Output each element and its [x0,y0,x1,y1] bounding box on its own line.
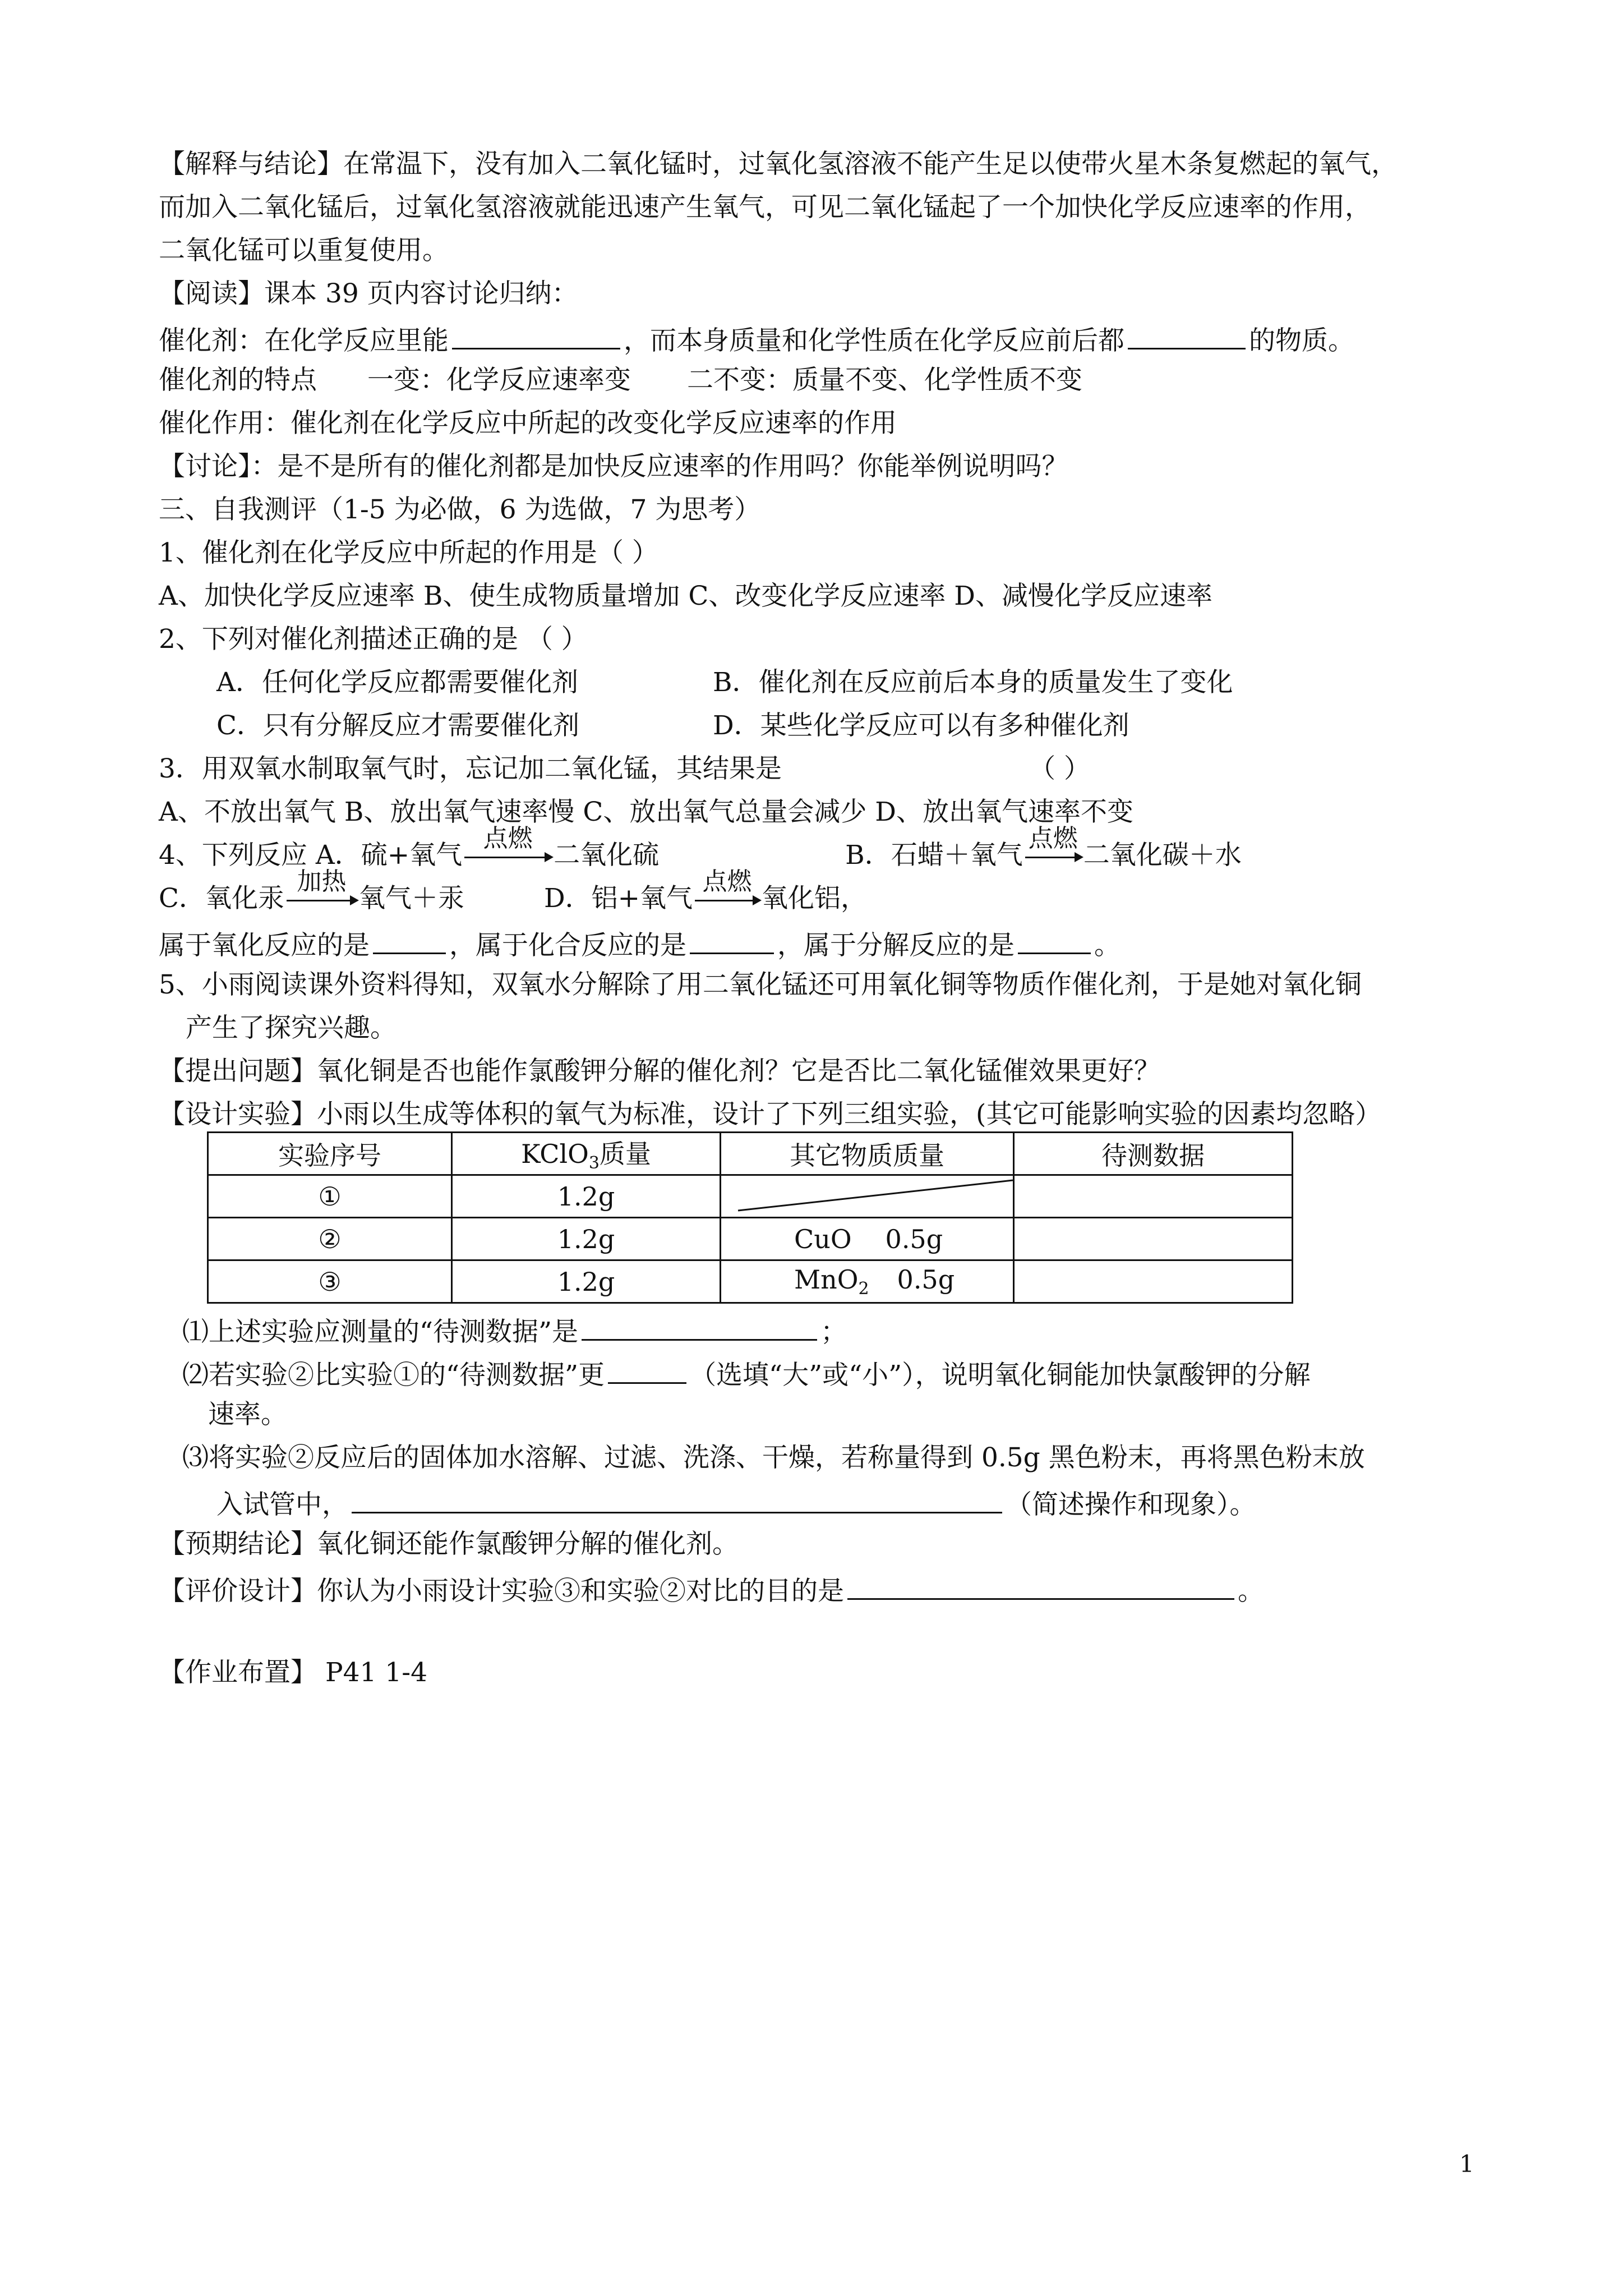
subquestion-3-cont [159,1487,1493,1530]
text-line [159,280,1493,323]
reaction-d-reactants: D．铝+氧气 [543,883,693,914]
table-header-row [208,1133,1293,1175]
question-2-options [159,669,1493,712]
table-header [1014,1133,1293,1175]
conclusion-text-1: 【解释与结论】在常温下，没有加入二氧化锰时，过氧化氢溶液不能产生足以使带火星木条复燃起的氧气， [159,149,1398,180]
question-text: 2、下列对催化剂描述正确的是 （ ） [159,624,588,655]
subquestion-3 [159,1444,1493,1487]
header-text: KClO [521,1139,589,1170]
table-row [208,1218,1293,1260]
expected-conclusion: 【预期结论】氧化铜还能作氯酸钾分解的催化剂。 [159,1529,739,1559]
question-4-answers [159,928,1493,971]
burn-condition-arrow [464,824,551,869]
experiment-table [207,1131,1293,1304]
subquestion-text: ⑵若实验②比实验①的“待测数据”更 [182,1360,605,1391]
answer-label: ，属于分解反应的是 [777,930,1015,961]
blank[interactable] [1128,323,1246,349]
options-text: A、加快化学反应速率 B、使生成物质量增加 C、改变化学反应速率 D、减慢化学反应速率 [159,581,1212,611]
other-substance: CuO [794,1223,852,1254]
text-line [159,1057,1493,1101]
other-substance: MnO [794,1264,859,1295]
experiment-table-wrapper [159,1139,1493,1314]
blank[interactable] [690,928,774,954]
table-row [208,1260,1293,1303]
text-line [159,1530,1493,1573]
table-cell [452,1260,721,1303]
answer-label: 。 [1094,930,1121,961]
arrow-icon [695,900,759,901]
table-cell [208,1260,452,1303]
arrow-icon [287,900,357,901]
page-number: 1 [1459,2150,1474,2178]
row-mass: 1.2g [557,1223,615,1254]
reading-heading: 【阅读】课本 39 页内容讨论归纳： [159,278,578,309]
question-1 [159,539,1493,582]
option-b: B．催化剂在反应前后本身的质量发生了变化 [713,667,1233,698]
blank[interactable] [452,323,620,349]
conclusion-text-2: 而加入二氧化锰后，过氧化氢溶液就能迅速产生氧气，可见二氧化锰起了一个加快化学反应速率的作用， [159,192,1371,223]
subquestion-1 [159,1314,1493,1358]
definition-part: 的物质。 [1249,325,1354,356]
reaction-a-reactants: 4、下列反应 A．硫+氧气 [159,840,463,871]
blank[interactable] [582,1314,817,1341]
blank[interactable] [373,928,446,954]
table-header [208,1133,452,1175]
subquestion-text: ； [820,1317,847,1347]
burn-condition-label: 点燃 [483,824,533,853]
blank[interactable] [352,1487,1002,1513]
subquestion-text: （选填“大”或“小”），说明氧化铜能加快氯酸钾的分解 [690,1360,1311,1391]
burn-condition-label: 点燃 [702,867,752,896]
blank[interactable] [847,1573,1234,1600]
burn-condition-arrow [695,867,759,913]
row-id: ③ [318,1266,342,1297]
option-a: A．任何化学反应都需要催化剂 [216,667,578,698]
problem-statement: 【提出问题】氧化铜是否也能作氯酸钾分解的催化剂？它是否比二氧化锰催效果更好？ [159,1056,1160,1087]
definition-part: ，而本身质量和化学性质在化学反应前后都 [624,325,1124,356]
worksheet-page [159,150,1493,1702]
text-line [159,1014,1493,1057]
answer-parens: （ ） [1029,753,1090,784]
row-mass: 1.2g [557,1266,615,1297]
reaction-c-products: 氧气＋汞 [358,883,464,914]
table-cell [721,1218,1014,1260]
text-line [159,194,1493,237]
question-3-options [159,798,1493,841]
table-cell [721,1175,1014,1218]
features-label: 催化剂的特点 [159,365,317,395]
question-5-text: 产生了探究兴趣。 [186,1013,396,1043]
question-text: 1、催化剂在化学反应中所起的作用是（ ） [159,537,658,568]
table-cell [208,1175,452,1218]
feature-one: 一变：化学反应速率变 [367,365,631,395]
question-5-text: 5、小雨阅读课外资料得知，双氧水分解除了用二氧化锰还可用氧化铜等物质作催化剂，于是她对氧化铜 [159,969,1362,1000]
text-line [159,496,1493,539]
text-line [159,971,1493,1014]
catalysis-definition: 催化作用：催化剂在化学反应中所起的改变化学反应速率的作用 [159,408,897,439]
reaction-b-products: 二氧化碳＋水 [1083,840,1242,871]
definition-part: 催化剂：在化学反应里能 [159,325,449,356]
subquestion-2 [159,1358,1493,1401]
evaluation-text: 。 [1238,1576,1264,1607]
reaction-a-product: 二氧化硫 [554,840,660,871]
blank[interactable] [1018,928,1091,954]
burn-condition-label: 点燃 [1028,824,1078,853]
question-2-options [159,712,1493,755]
text-line [159,453,1493,496]
conclusion-text-3: 二氧化锰可以重复使用。 [159,235,449,266]
table-cell[interactable] [1014,1260,1293,1303]
question-text: 3．用双氧水制取氧气时，忘记加二氧化锰，其结果是 [159,753,782,784]
reaction-b-reactants: B．石蜡＋氧气 [845,840,1023,871]
blank[interactable] [608,1358,686,1384]
answer-label: ，属于化合反应的是 [449,930,686,961]
text-line [159,237,1493,280]
table-row [208,1175,1293,1218]
evaluation-design [159,1573,1493,1617]
diagonal-slash [721,1176,1013,1217]
table-cell [452,1175,721,1218]
feature-two: 二不变：质量不变、化学性质不变 [687,365,1082,395]
text-line [159,150,1493,194]
question-4-reactions [159,867,1493,928]
reaction-c-reactant: C．氧化汞 [159,883,284,914]
table-cell [208,1218,452,1260]
homework-line [159,1659,1493,1702]
heat-condition-arrow [287,867,357,913]
table-header [721,1133,1014,1175]
other-mass: 0.5g [897,1264,955,1295]
table-cell [721,1260,1014,1303]
arrow-icon [464,857,551,858]
header-subscript: 3 [588,1153,600,1174]
burn-condition-arrow [1025,824,1081,869]
row-mass: 1.2g [557,1181,615,1212]
homework-text: 【作业布置】 P41 1-4 [159,1657,427,1688]
discussion-text: 【讨论】：是不是所有的催化剂都是加快反应速率的作用吗？你能举例说明吗？ [159,451,1068,482]
subquestion-text: 速率。 [208,1399,287,1430]
answer-label: 属于氧化反应的是 [159,930,370,961]
question-2 [159,625,1493,669]
other-mass: 0.5g [885,1223,943,1254]
reaction-d-product: 氧化铝， [762,883,868,914]
subquestion-text: （简述操作和现象）。 [1006,1489,1256,1520]
header-text: 待测数据 [1101,1140,1205,1171]
row-id: ② [318,1223,342,1254]
catalyst-definition [159,323,1493,366]
option-d: D．某些化学反应可以有多种催化剂 [713,710,1129,741]
header-text: 其它物质质量 [790,1140,944,1171]
catalyst-features [159,366,1493,409]
table-cell [452,1218,721,1260]
experiment-design: 【设计实验】小雨以生成等体积的氧气为标准，设计了下列三组实验，(其它可能影响实验的因素均忽略） [159,1099,1382,1130]
question-4-reactions [159,824,1493,885]
section-heading: 三、自我测评（1-5 为必做，6 为选做，7 为思考） [159,494,761,525]
option-c: C．只有分解反应才需要催化剂 [216,710,579,741]
arrow-icon [1025,857,1081,858]
subquestion-text: ⑴上述实验应测量的“待测数据”是 [182,1317,579,1347]
other-subscript: 2 [858,1279,869,1299]
heat-condition-label: 加热 [297,867,347,896]
subquestion-2-cont [159,1401,1493,1444]
subquestion-text: ⑶将实验②反应后的固体加水溶解、过滤、洗涤、干燥，若称量得到 0.5g 黑色粉末，再将黑色粉末放 [182,1442,1365,1473]
question-1-options [159,582,1493,625]
header-text: 实验序号 [278,1140,381,1171]
table-cell[interactable] [1014,1218,1293,1260]
subquestion-text: 入试管中， [216,1489,348,1520]
text-line [159,409,1493,453]
row-id: ① [318,1181,342,1212]
evaluation-text: 【评价设计】你认为小雨设计实验③和实验②对比的目的是 [159,1576,844,1607]
options-text: A、不放出氧气 B、放出氧气速率慢 C、放出氧气总量会减少 D、放出氧气速率不变 [159,797,1133,827]
question-3 [159,755,1493,798]
header-text: 质量 [599,1139,651,1170]
table-header [452,1133,721,1175]
table-cell[interactable] [1014,1175,1293,1218]
